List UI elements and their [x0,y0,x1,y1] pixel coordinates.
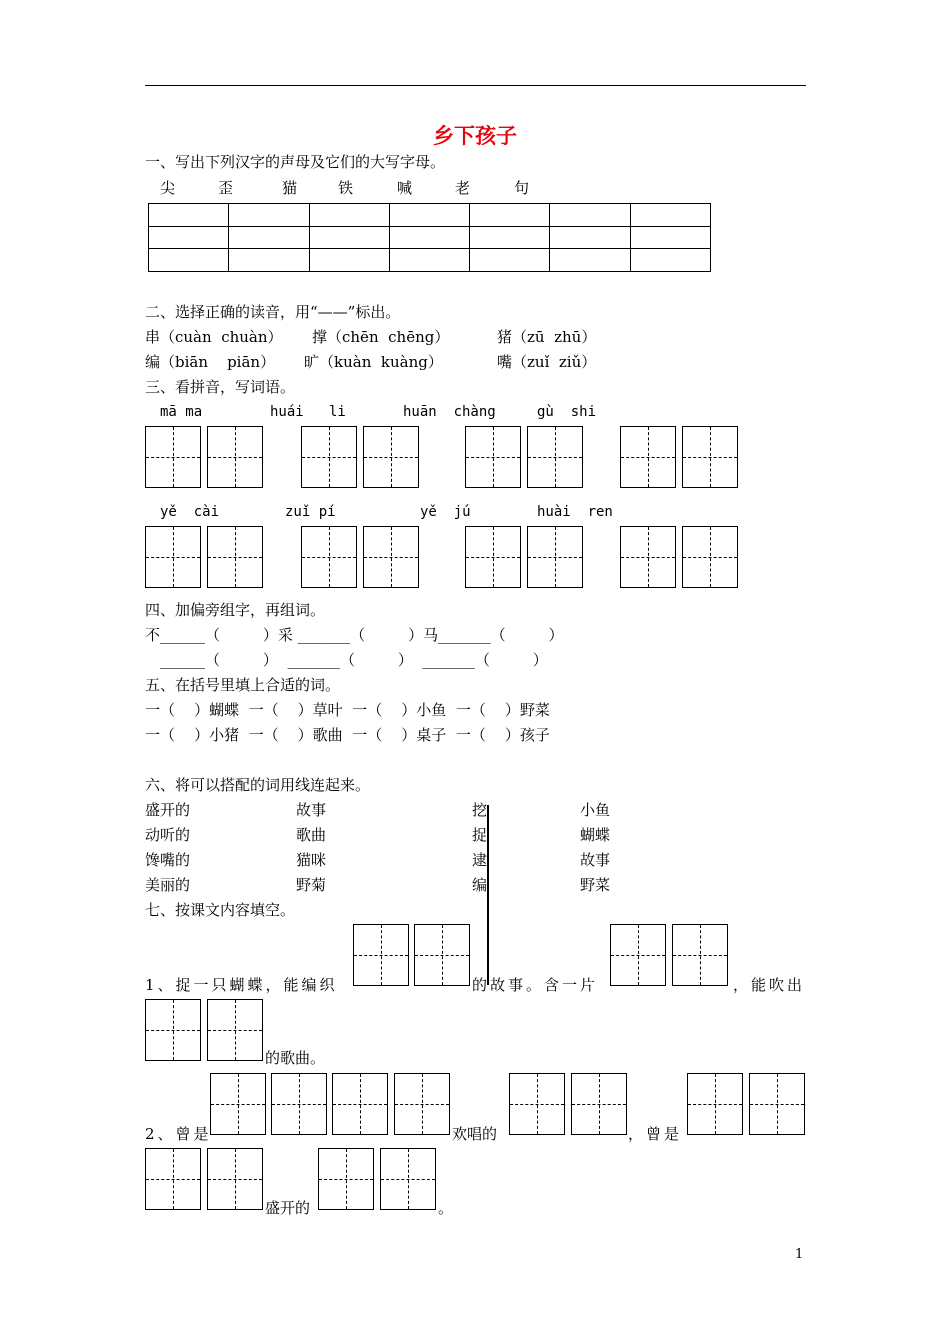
writing-box[interactable] [207,999,263,1061]
writing-box[interactable] [207,526,263,588]
match-word[interactable]: 故事 [296,801,327,819]
match-word[interactable]: 动听的 [145,826,191,844]
sec6-heading: 六、将可以搭配的词用线连起来。 [145,776,371,794]
pinyin-label: huān chàng [403,404,496,420]
sec3-heading: 三、看拼音，写词语。 [145,378,296,396]
match-word[interactable]: 猫咪 [296,851,327,869]
sec1-heading: 一、写出下列汉字的声母及它们的大写字母。 [145,153,446,171]
sec2-item: 编（biān piān） [145,353,276,371]
match-word[interactable]: 野菜 [580,876,611,894]
sec2-item: 撑（chēn chēng） [312,328,450,346]
sec7-line1-a: 1、捉一只蝴蝶，能编织 [145,976,338,994]
writing-box[interactable] [571,1073,627,1135]
pinyin-label: zuǐ pí [285,504,336,520]
page-number: 1 [795,1247,804,1262]
sec2-heading: 二、选择正确的读音，用“——”标出。 [145,303,401,321]
pinyin-label: huài ren [537,504,613,520]
writing-box[interactable] [145,1148,201,1210]
sec2-item: 旷（kuàn kuàng） [304,353,443,371]
match-word[interactable]: 编 [472,876,488,894]
sec4-row[interactable]: ______（ ） _______（ ） _______（ ） [160,651,548,669]
writing-box[interactable] [687,1073,743,1135]
writing-box[interactable] [620,426,676,488]
writing-box[interactable] [682,526,738,588]
match-word[interactable]: 故事 [580,851,611,869]
sec7-line1-d: 的歌曲。 [265,1049,326,1067]
writing-box[interactable] [145,999,201,1061]
match-word[interactable]: 馋嘴的 [145,851,191,869]
writing-box[interactable] [318,1148,374,1210]
writing-box[interactable] [271,1073,327,1135]
writing-box[interactable] [672,924,728,986]
sec5-row[interactable]: 一（ ）小猪 一（ ）歌曲 一（ ）桌子 一（ ）孩子 [145,726,550,744]
sec1-char-7: 句 [514,179,530,197]
match-word[interactable]: 小鱼 [580,801,611,819]
writing-box[interactable] [353,924,409,986]
sec7-line1-b: 的故事。含一片 [472,976,599,994]
writing-box[interactable] [682,426,738,488]
writing-box[interactable] [301,426,357,488]
sec1-char-1: 尖 [160,179,176,197]
pinyin-label: yě jú [420,504,471,520]
sec7-line2-b: 欢唱的 [452,1125,498,1143]
writing-box[interactable] [301,526,357,588]
match-word[interactable]: 蝴蝶 [580,826,611,844]
writing-box[interactable] [332,1073,388,1135]
sec7-heading: 七、按课文内容填空。 [145,901,296,919]
writing-box[interactable] [363,526,419,588]
match-word[interactable]: 逮 [472,851,488,869]
writing-box[interactable] [414,924,470,986]
pinyin-label: gù shi [537,404,597,420]
match-word[interactable]: 挖 [472,801,488,819]
sec7-line2-c: ，曾是 [628,1125,683,1143]
sec5-row[interactable]: 一（ ）蝴蝶 一（ ）草叶 一（ ）小鱼 一（ ）野菜 [145,701,550,719]
sec7-line2-d: 盛开的 [265,1199,311,1217]
sec7-line2-e: 。 [438,1199,454,1217]
writing-box[interactable] [210,1073,266,1135]
sec7-line1-c: ，能吹出 [733,976,806,994]
pinyin-label: yě cài [160,504,220,520]
sec1-char-6: 老 [455,179,471,197]
connector-line [487,805,489,985]
writing-box[interactable] [207,1148,263,1210]
writing-box[interactable] [610,924,666,986]
sec2-item: 猪（zū zhū） [497,328,597,346]
sec2-item: 串（cuàn chuàn） [145,328,283,346]
pinyin-label: huái li [270,404,346,420]
writing-box[interactable] [145,426,201,488]
sec1-char-2: 歪 [218,179,234,197]
sec2-item: 嘴（zuǐ ziǔ） [497,353,597,371]
sec5-heading: 五、在括号里填上合适的词。 [145,676,341,694]
page-title: 乡下孩子 [433,123,517,148]
sec7-line2-a: 2、曾是 [145,1125,212,1143]
writing-box[interactable] [465,526,521,588]
sec1-char-4: 铁 [338,179,354,197]
pinyin-label: mā ma [160,404,203,420]
header-rule [145,85,806,86]
writing-box[interactable] [145,526,201,588]
match-word[interactable]: 野菊 [296,876,327,894]
match-word[interactable]: 盛开的 [145,801,191,819]
writing-box[interactable] [749,1073,805,1135]
writing-box[interactable] [527,426,583,488]
sec4-row[interactable]: 不______（ ）采 _______（ ）马_______（ ） [145,626,564,644]
match-word[interactable]: 歌曲 [296,826,327,844]
writing-box[interactable] [380,1148,436,1210]
sec1-char-3: 猫 [282,179,298,197]
writing-box[interactable] [509,1073,565,1135]
writing-box[interactable] [363,426,419,488]
writing-box[interactable] [394,1073,450,1135]
match-word[interactable]: 捉 [472,826,488,844]
sec1-answer-table[interactable] [148,203,711,272]
sec4-heading: 四、加偏旁组字，再组词。 [145,601,326,619]
writing-box[interactable] [620,526,676,588]
writing-box[interactable] [207,426,263,488]
writing-box[interactable] [527,526,583,588]
writing-box[interactable] [465,426,521,488]
match-word[interactable]: 美丽的 [145,876,191,894]
sec1-char-5: 喊 [397,179,413,197]
